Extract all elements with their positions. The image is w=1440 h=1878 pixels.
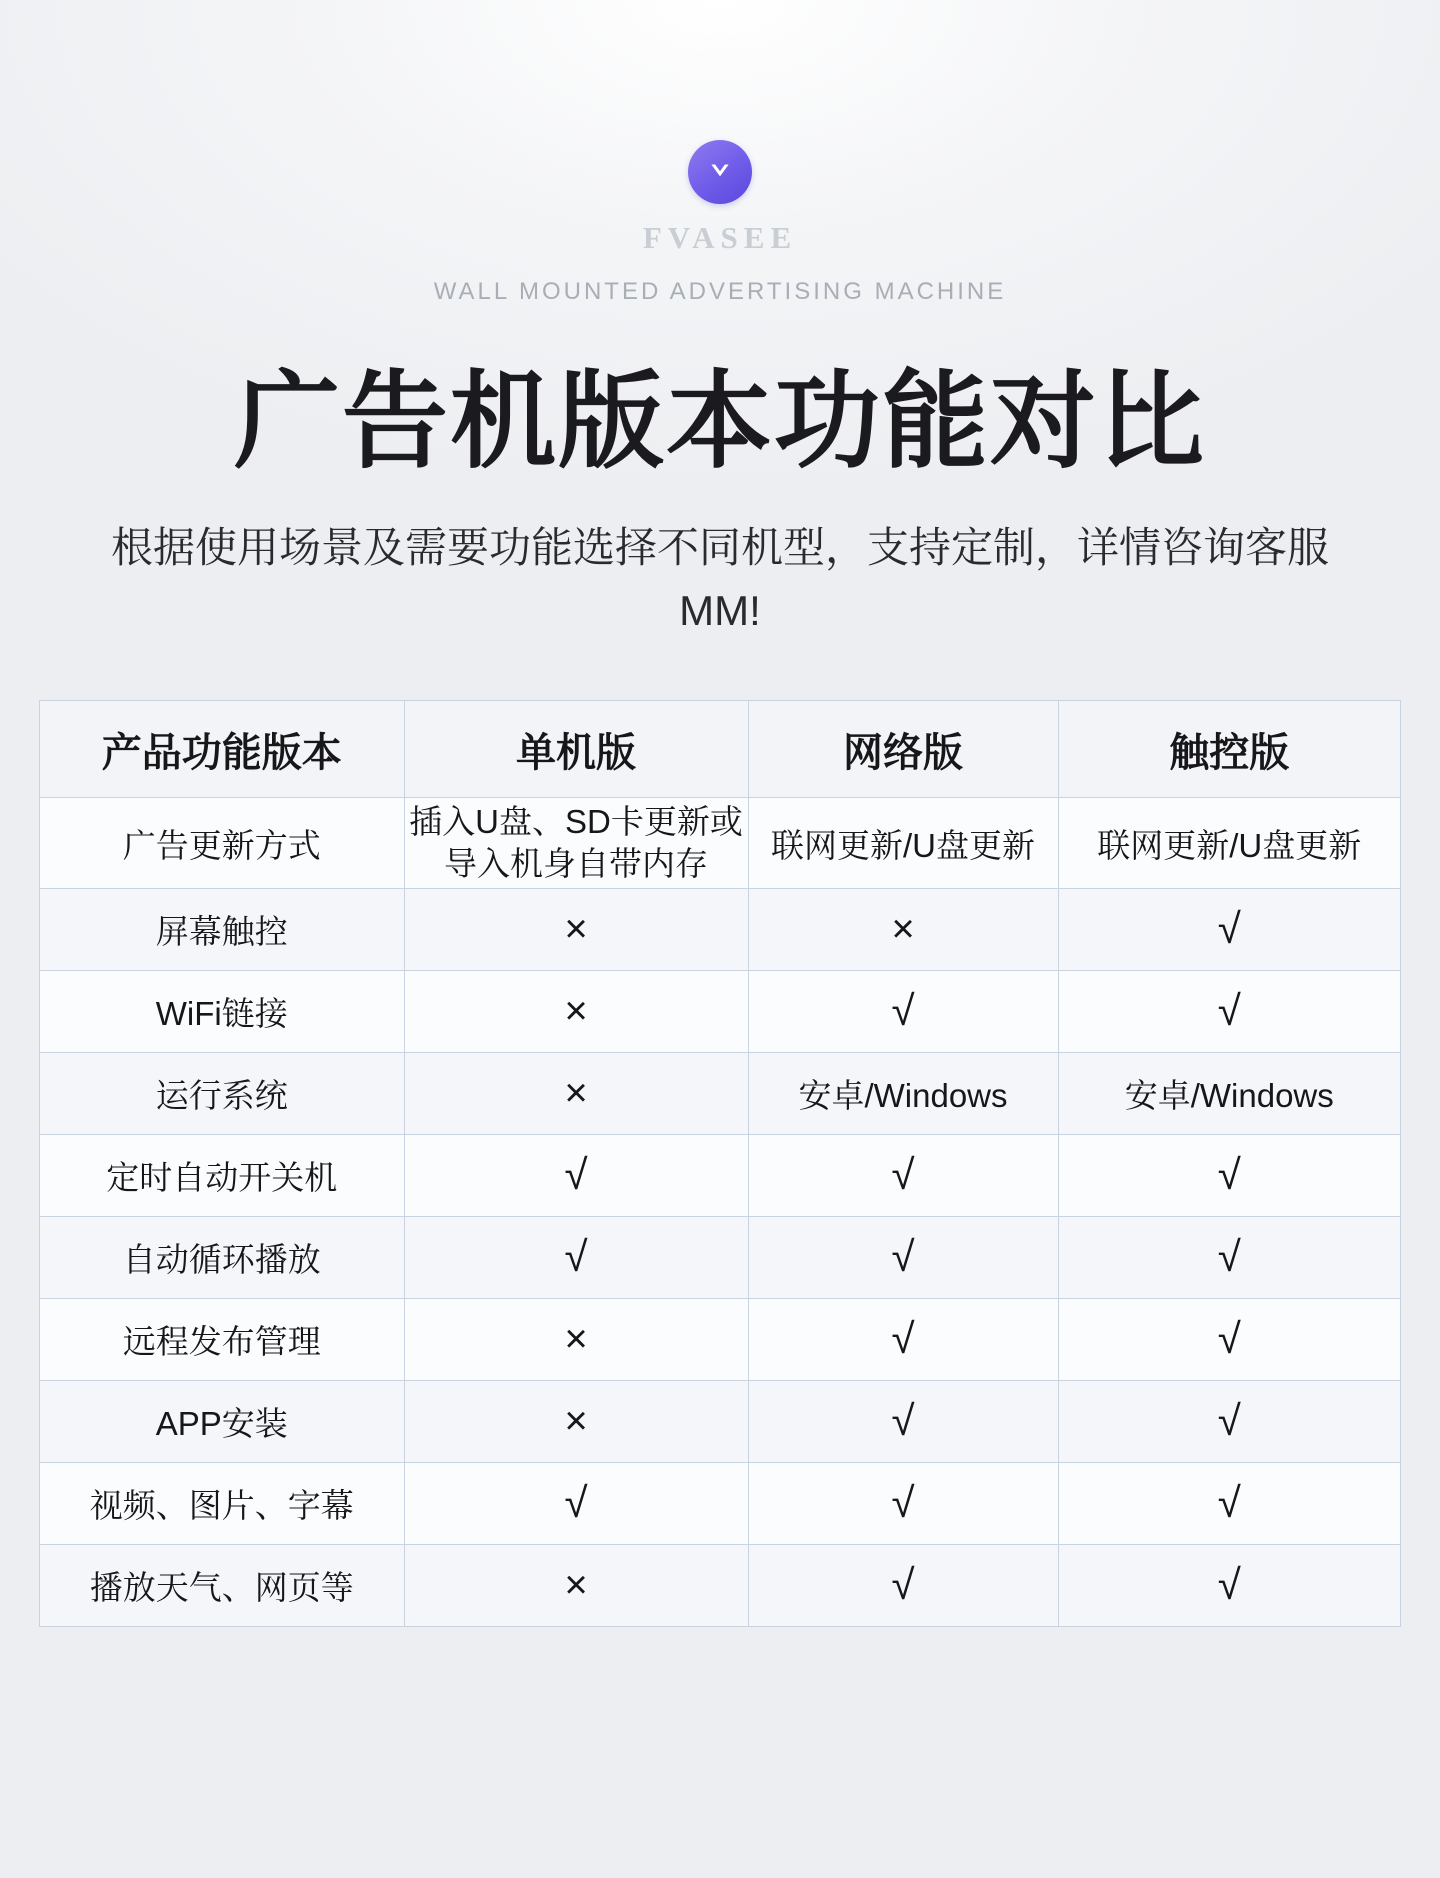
comparison-table [40, 701, 1400, 1627]
status-mark: √ [1217, 905, 1241, 953]
row-value [1058, 889, 1400, 971]
row-value [404, 1545, 748, 1627]
row-value [1058, 1545, 1400, 1627]
status-mark: √ [1217, 987, 1241, 1035]
row-label: 定时自动开关机 [40, 1135, 404, 1217]
row-value [1058, 1299, 1400, 1381]
table-row [40, 971, 1400, 1053]
status-mark: √ [891, 1561, 915, 1609]
status-mark: √ [1217, 1233, 1241, 1281]
row-value [404, 1053, 748, 1135]
status-mark: √ [891, 1315, 915, 1363]
row-label: 运行系统 [40, 1053, 404, 1135]
status-mark: × [564, 1399, 588, 1444]
table-row [40, 1053, 1400, 1135]
status-mark: × [564, 989, 588, 1034]
row-value [748, 1381, 1058, 1463]
brand-header [0, 0, 1440, 306]
table-header-row [40, 701, 1400, 798]
table-row [40, 1545, 1400, 1627]
table-header-cell: 产品功能版本 [40, 701, 404, 798]
row-value [404, 1381, 748, 1463]
status-mark: √ [564, 1151, 588, 1199]
status-mark: √ [1217, 1315, 1241, 1363]
brand-tagline: WALL MOUNTED ADVERTISING MACHINE [433, 278, 1007, 305]
brand-name: FVASEE [642, 220, 798, 255]
row-value [748, 1463, 1058, 1545]
comparison-table-container [39, 700, 1401, 1627]
status-mark: × [891, 907, 915, 952]
table-row [40, 1463, 1400, 1545]
status-mark: × [564, 907, 588, 952]
row-label: 视频、图片、字幕 [40, 1463, 404, 1545]
status-mark: √ [1217, 1397, 1241, 1445]
row-value [1058, 1463, 1400, 1545]
table-row [40, 798, 1400, 889]
status-mark: √ [891, 1479, 915, 1527]
row-value [1058, 1135, 1400, 1217]
table-header-cell: 触控版 [1058, 701, 1400, 798]
row-label: WiFi链接 [40, 971, 404, 1053]
row-label: 屏幕触控 [40, 889, 404, 971]
table-row [40, 1217, 1400, 1299]
row-value [748, 1217, 1058, 1299]
row-value: 安卓/Windows [1058, 1053, 1400, 1135]
status-mark: × [564, 1563, 588, 1608]
status-mark: × [564, 1071, 588, 1116]
row-value [404, 1135, 748, 1217]
status-mark: √ [564, 1233, 588, 1281]
row-value: 联网更新/U盘更新 [1058, 798, 1400, 889]
chevron-down-icon [707, 157, 733, 183]
status-mark: √ [1217, 1561, 1241, 1609]
row-value [748, 1135, 1058, 1217]
table-row [40, 1381, 1400, 1463]
status-mark: √ [891, 987, 915, 1035]
table-header-cell: 网络版 [748, 701, 1058, 798]
row-value [1058, 1217, 1400, 1299]
brand-logo [688, 140, 752, 204]
status-mark: √ [1217, 1151, 1241, 1199]
row-value [748, 889, 1058, 971]
row-label: 广告更新方式 [40, 798, 404, 889]
row-label: 播放天气、网页等 [40, 1545, 404, 1627]
page-title: 广告机版本功能对比 [234, 363, 1206, 481]
row-value: 插入U盘、SD卡更新或导入机身自带内存 [404, 798, 748, 889]
row-value [1058, 1381, 1400, 1463]
status-mark: √ [891, 1151, 915, 1199]
row-value [748, 1299, 1058, 1381]
row-value [404, 971, 748, 1053]
row-label: 自动循环播放 [40, 1217, 404, 1299]
table-header-cell: 单机版 [404, 701, 748, 798]
status-mark: √ [891, 1397, 915, 1445]
row-label: 远程发布管理 [40, 1299, 404, 1381]
page-subtitle: 根据使用场景及需要功能选择不同机型，支持定制，详情咨询客服MM! [110, 524, 1329, 635]
status-mark: × [564, 1317, 588, 1362]
row-value [404, 889, 748, 971]
row-value [748, 971, 1058, 1053]
row-value [404, 1463, 748, 1545]
status-mark: √ [1217, 1479, 1241, 1527]
row-label: APP安装 [40, 1381, 404, 1463]
row-value [404, 1299, 748, 1381]
row-value: 安卓/Windows [748, 1053, 1058, 1135]
table-row [40, 1299, 1400, 1381]
table-row [40, 889, 1400, 971]
table-row [40, 1135, 1400, 1217]
status-mark: √ [564, 1479, 588, 1527]
row-value [748, 1545, 1058, 1627]
row-value [1058, 971, 1400, 1053]
row-value: 联网更新/U盘更新 [748, 798, 1058, 889]
status-mark: √ [891, 1233, 915, 1281]
row-value [404, 1217, 748, 1299]
